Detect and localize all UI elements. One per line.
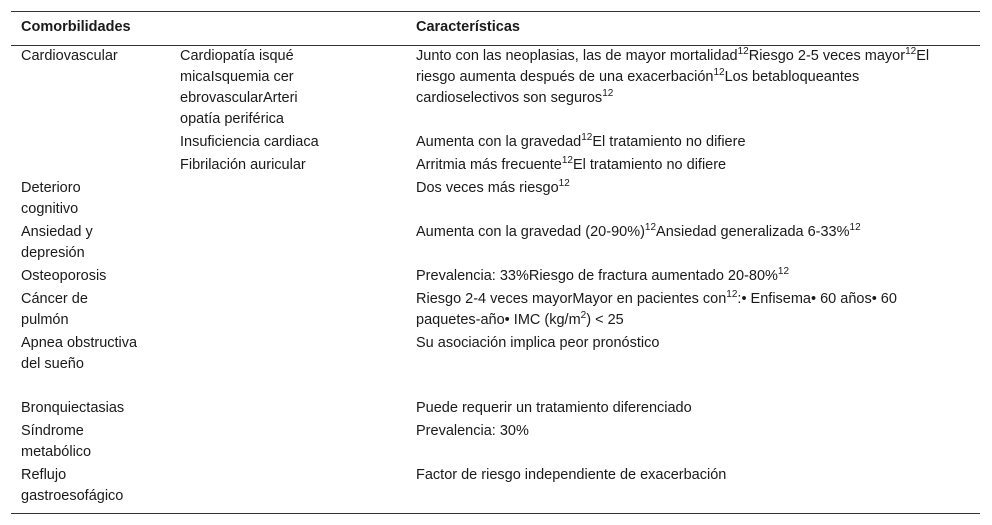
description-text: Los betabloqueantes cardioselectivos son seguros xyxy=(416,69,860,106)
reference-superscript: 12 xyxy=(737,46,749,57)
subrow-desc-insuficiencia xyxy=(416,132,956,153)
row-name-reflujo: Reflujo gastroesofágico xyxy=(21,467,124,504)
row-desc-reflujo xyxy=(416,465,956,486)
subrow-desc-fibrilacion xyxy=(416,155,956,176)
reference-superscript: 12 xyxy=(602,88,614,99)
description-text: :• Enfisema• 60 años• 60 paquetes-año• IMC (kg/m xyxy=(416,291,897,328)
description-text: Prevalencia: 30% xyxy=(416,423,529,439)
reference-superscript: 12 xyxy=(581,132,593,143)
subrow-name-fibrilacion: Fibrilación auricular xyxy=(180,157,306,173)
description-text: Junto con las neoplasias, las de mayor mortalidad xyxy=(416,48,738,64)
description-text: Riesgo 2-5 veces mayor xyxy=(748,48,906,64)
subrow-name-insuficiencia: Insuficiencia cardiaca xyxy=(180,134,319,150)
subrow-desc-cardiopatia xyxy=(416,46,956,109)
description-text: El tratamiento no difiere xyxy=(572,157,727,173)
description-text: ) < 25 xyxy=(586,312,624,328)
header-caracteristicas: Características xyxy=(416,19,520,35)
table-top-rule xyxy=(11,11,980,12)
header-comorbilidades: Comorbilidades xyxy=(21,19,131,35)
row-desc-deterioro xyxy=(416,178,956,199)
description-text: Arritmia más frecuente xyxy=(416,157,562,173)
description-text: Su asociación implica peor pronóstico xyxy=(416,335,660,351)
reference-superscript: 12 xyxy=(561,155,573,166)
row-name-sindrome: Síndrome metabólico xyxy=(21,423,92,460)
table-bottom-rule xyxy=(11,513,980,514)
description-text: Aumenta con la gravedad xyxy=(416,134,582,150)
row-desc-osteoporosis xyxy=(416,266,956,287)
reference-superscript: 12 xyxy=(644,222,657,233)
description-text: El riesgo aumenta después de una exacerbación xyxy=(416,48,930,85)
reference-superscript: 12 xyxy=(726,289,738,300)
reference-superscript: 12 xyxy=(905,46,917,57)
description-text: Riesgo 2-4 veces mayorMayor en pacientes con xyxy=(416,291,727,307)
row-desc-bronquiectasias xyxy=(416,398,956,419)
row-desc-apnea xyxy=(416,333,956,354)
row-desc-sindrome xyxy=(416,421,956,442)
description-text: Ansiedad generalizada 6-33% xyxy=(656,224,850,240)
row-name-deterioro: Deterioro cognitivo xyxy=(21,180,81,217)
description-text: Prevalencia: 33%Riesgo de fractura aumentado 20-80% xyxy=(416,268,778,284)
row-name-cardiovascular: Cardiovascular xyxy=(21,48,118,64)
reference-superscript: 2 xyxy=(580,310,587,321)
row-name-ansiedad: Ansiedad y depresión xyxy=(21,224,93,261)
row-desc-ansiedad xyxy=(416,222,956,243)
description-text: Aumenta con la gravedad (20-90%) xyxy=(416,224,645,240)
row-name-osteoporosis: Osteoporosis xyxy=(21,268,107,284)
row-name-apnea: Apnea obstructiva del sueño xyxy=(21,335,138,372)
subrow-name-cardiopatia: Cardiopatía isquémicaIsquemia cerebrovascularArteriopatía periférica xyxy=(180,48,298,127)
description-text: Puede requerir un tratamiento diferenciado xyxy=(416,400,692,416)
description-text: Dos veces más riesgo xyxy=(416,180,559,196)
row-desc-cancer xyxy=(416,289,961,331)
reference-superscript: 12 xyxy=(713,67,725,78)
description-text: El tratamiento no difiere xyxy=(592,134,746,150)
reference-superscript: 12 xyxy=(777,266,790,277)
reference-superscript: 12 xyxy=(558,178,570,189)
row-name-cancer: Cáncer de pulmón xyxy=(21,291,88,328)
reference-superscript: 12 xyxy=(849,222,861,233)
row-name-bronquiectasias: Bronquiectasias xyxy=(21,400,125,416)
description-text: Factor de riesgo independiente de exacerbación xyxy=(416,467,727,483)
